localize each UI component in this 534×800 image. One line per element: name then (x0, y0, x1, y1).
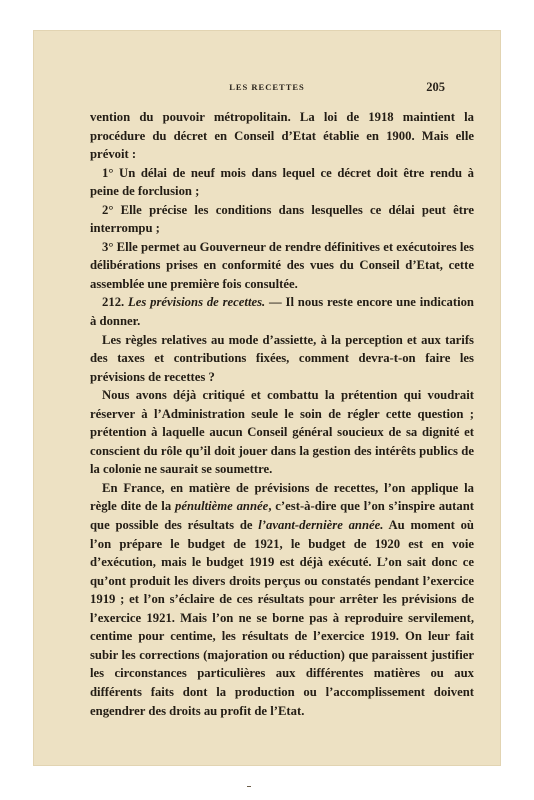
paragraph (90, 479, 474, 720)
italic-term: l’avant-dernière année. (258, 518, 384, 533)
text-span: Nous avons déjà critiqué et combattu la prétention qui voudrait réserver à l’Administration seule le soin de régler cette question ; prétention à laquelle aucun Conseil général soucieux de sa dignité et conscient du rôle qu’il doit jouer dans la gestion des intérêts publics de la colonie ne saurait se soumettre. (90, 388, 474, 477)
italic-term: pénultième année (174, 499, 269, 514)
text-span: 3° Elle permet au Gouverneur de rendre définitives et exécutoires les délibérations prises en conformité des vues du Conseil d’Etat, cette assemblée une première fois consultée. (90, 239, 474, 291)
text-span: 1° Un délai de neuf mois dans lequel ce décret doit être rendu à peine de forclusion ; (90, 165, 474, 199)
paragraph (90, 201, 474, 238)
print-mark (247, 786, 251, 787)
paragraph (90, 238, 474, 294)
text-span: — Il nous reste encore une indication à donner. (90, 295, 474, 329)
running-title: LES RECETTES (229, 82, 305, 92)
paragraph (90, 386, 474, 479)
book-page (33, 30, 501, 766)
text-span: Les règles relatives au mode d’assiette, à la perception et aux tarifs des taxes et contributions fixées, comment devra-t-on faire les prévisions de recettes ? (90, 332, 474, 384)
text-span: 2° Elle précise les conditions dans lesquelles ce délai peut être interrompu ; (90, 202, 474, 236)
text-span: vention du pouvoir métropolitain. La loi de 1918 maintient la procédure du décret en Conseil d’Etat établie en 1900. Mais elle prévoit : (90, 110, 474, 162)
text-span: Au moment où l’on prépare le budget de 1921, le budget de 1920 est en voie d’exécution, mais le budget 1919 est déjà exécuté. L’on sait donc ce qu’ont produit les divers droits perçus ou constatés pendant l’exercice 1919 ; et l’on s’éclaire de ces résultats pour arrêter les prévisions de l’exercice 1921. Mais l’on ne se borne pas à reproduire servilement, centime pour centime, les résultats de l’exercice 1919. On leur fait subir les corrections (majoration ou réduction) que paraissent justifier les circonstances particulières aux différentes matières ou aux différents faits dont la production ou l’accomplissement doivent engendrer des droits au profit de l’Etat. (90, 518, 474, 718)
text-span: En France, en matière de prévisions de recettes, l’on applique la règle dite de la (90, 480, 474, 514)
paragraph (90, 331, 474, 387)
section-title: Les prévisions de recettes. (128, 295, 266, 310)
section-paragraph (90, 293, 474, 330)
text-span: , c’est-à-dire que l’on s’inspire autant que possible des résultats de (90, 499, 475, 533)
page-header (33, 80, 501, 96)
body-text (90, 108, 474, 720)
section-number: 212. (102, 295, 129, 310)
page-number: 205 (426, 80, 445, 94)
paragraph (90, 108, 474, 164)
paragraph (90, 164, 474, 201)
